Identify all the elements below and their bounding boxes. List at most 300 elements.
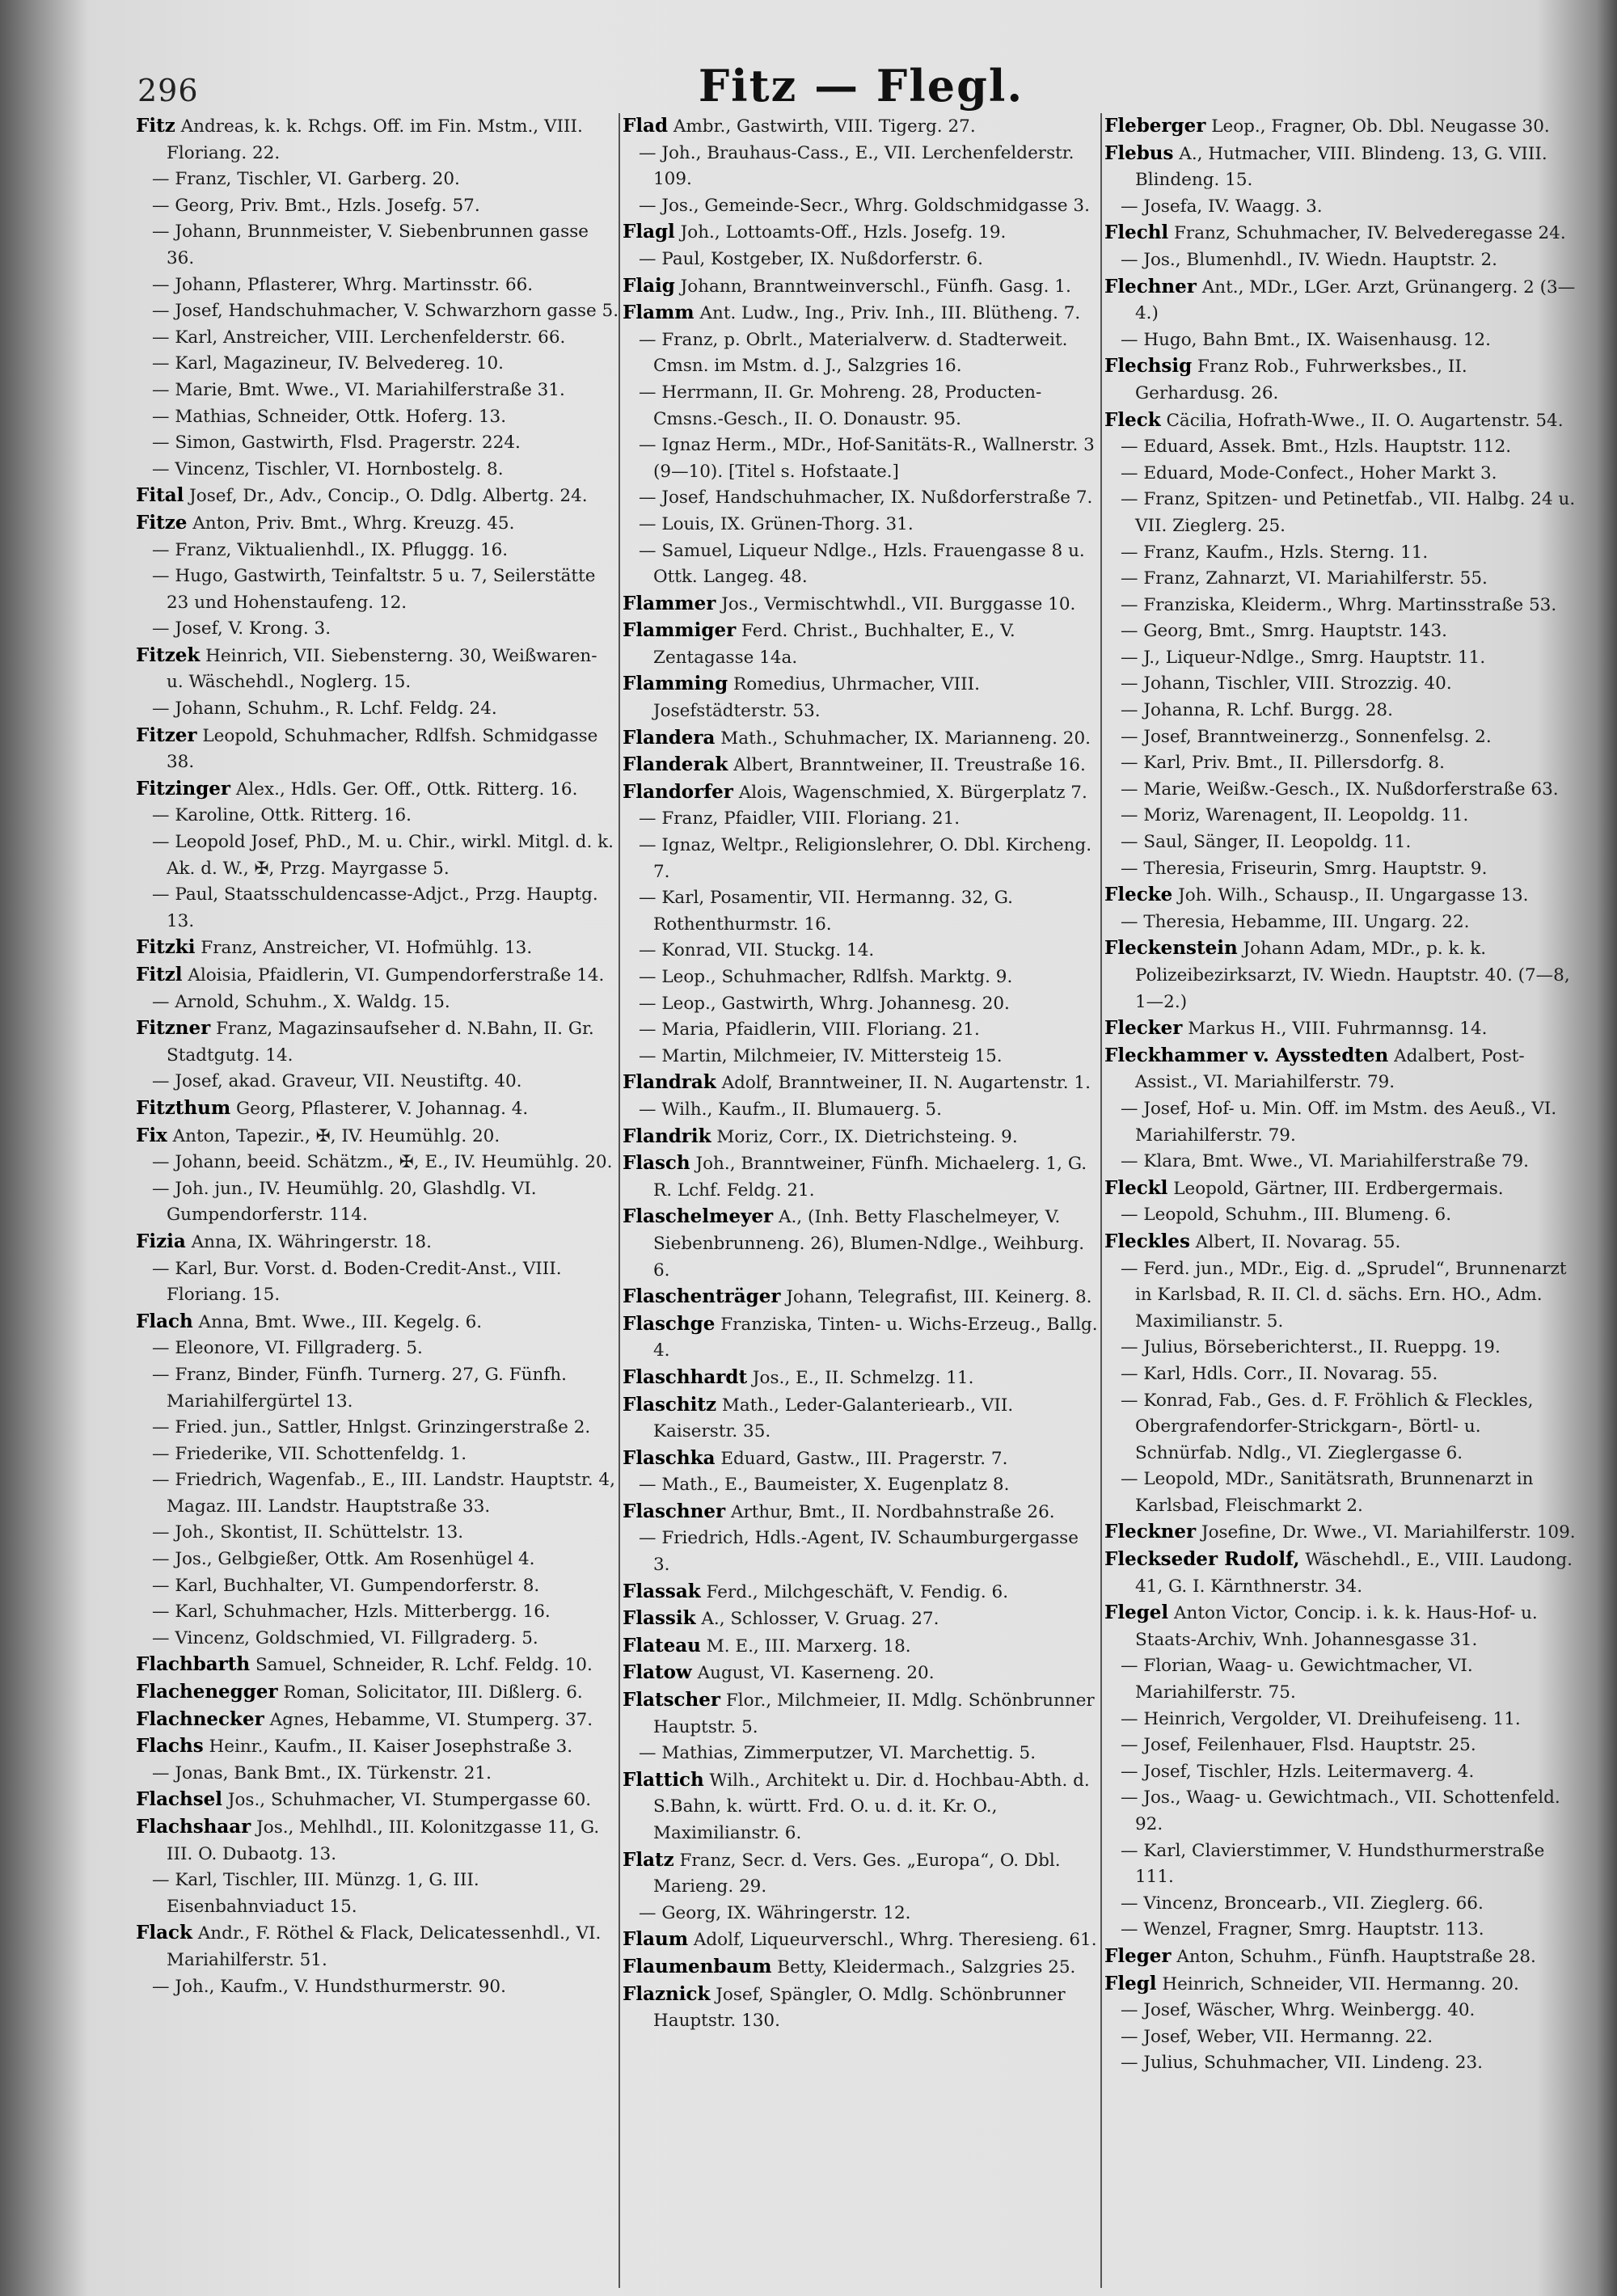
entry-details: — Johann, beeid. Schätzm., ✠, E., IV. Heumühlg. 20. (152, 1152, 613, 1173)
entry-details: Franz, Schuhmacher, IV. Belvederegasse 24. (1168, 223, 1566, 244)
directory-entry (1104, 1175, 1581, 1203)
entry-details: — Karl, Tischler, III. Münzg. 1, G. III. Eisenbahnviaduct 15. (152, 1870, 479, 1917)
entry-details: — Saul, Sänger, II. Leopoldg. 11. (1121, 832, 1412, 853)
entry-details: Betty, Kleidermach., Salzgries 25. (771, 1956, 1076, 1977)
directory-entry (136, 616, 619, 643)
entry-details: August, VI. Kaserneng. 20. (691, 1663, 935, 1684)
directory-entry (623, 512, 1100, 538)
entry-surname: Flasch (623, 1152, 690, 1175)
entry-details: — Friedrich, Wagenfab., E., III. Landstr. Hauptstr. 4, Magaz. III. Landstr. Hauptstraße 33. (152, 1470, 615, 1517)
entry-details: Arthur, Bmt., II. Nordbahnstraße 26. (725, 1501, 1055, 1522)
entry-details: — Franz, p. Obrlt., Materialverw. d. Stadterweit. Cmsn. im Mstm. d. J., Salzgries 16. (639, 329, 1068, 377)
entry-details: — Karoline, Ottk. Ritterg. 16. (152, 805, 412, 826)
entry-details: Anton, Tapezir., ✠, IV. Heumühlg. 20. (167, 1125, 500, 1146)
entry-details: — Martin, Milchmeier, IV. Mittersteig 15. (639, 1045, 1003, 1066)
entry-details: — Leop., Schuhmacher, Rdlfsh. Marktg. 9. (639, 967, 1013, 987)
directory-entry (1104, 1015, 1581, 1043)
entry-details: — Josef, Handschuhmacher, V. Schwarzhorn gasse 5. (152, 301, 619, 322)
directory-entry (623, 1633, 1100, 1661)
directory-entry (136, 1707, 619, 1734)
entry-details: — Josef, Hof- u. Min. Off. im Mstm. des Aeuß., VI. Mariahilferstr. 79. (1121, 1098, 1557, 1146)
directory-entry (1104, 1202, 1581, 1229)
entry-surname: Flaum (623, 1928, 689, 1951)
entry-details: — Joh. jun., IV. Heumühlg. 20, Glashdlg. VI. Gumpendorferstr. 114. (152, 1178, 537, 1226)
entry-details: Heinr., Kaufm., II. Kaiser Josephstraße 3. (203, 1737, 573, 1758)
directory-entry (1104, 113, 1581, 141)
directory-entry (136, 882, 619, 935)
entry-details: — Marie, Bmt. Wwe., VI. Mariahilferstraße 31. (152, 379, 565, 400)
entry-details: — Josef, Tischler, Hzls. Leitermaverg. 4. (1121, 1761, 1475, 1782)
entry-surname: Flandera (623, 726, 716, 749)
directory-entry (623, 538, 1100, 591)
page-number: 296 (137, 73, 199, 108)
entry-details: — Johann, Brunnmeister, V. Siebenbrunnen gasse 36. (152, 222, 589, 268)
entry-details: — Georg, Priv. Bmt., Hzls. Josefg. 57. (152, 195, 480, 216)
entry-details: Ant., MDr., LGer. Arzt, Grünangerg. 2 (3—4.) (1135, 276, 1576, 324)
entry-details: — Arnold, Schuhm., X. Waldg. 15. (152, 991, 450, 1012)
directory-entry (136, 483, 619, 510)
entry-surname: Flechsig (1104, 355, 1193, 378)
directory-entry (623, 1741, 1100, 1767)
column-divider (1100, 113, 1102, 2288)
directory-entry (1104, 618, 1581, 645)
entry-details: Romedius, Uhrmacher, VIII. Josefstädterstr. 53. (653, 674, 980, 722)
entry-details: — Jos., Gelbgießer, Ottk. Am Rosenhügel 4. (152, 1549, 535, 1570)
entry-surname: Flachsel (136, 1788, 223, 1811)
entry-details: Franz, Secr. d. Vers. Ges. „Europa“, O. Dbl. Marieng. 29. (653, 1850, 1061, 1897)
directory-entry (136, 1787, 619, 1814)
entry-details: — Franz, Zahnarzt, VI. Mariahilferstr. 55. (1121, 568, 1488, 589)
directory-entry (623, 193, 1100, 220)
entry-details: — Mathias, Schneider, Ottk. Hoferg. 13. (152, 406, 507, 427)
directory-entry (623, 380, 1100, 433)
directory-entry (623, 752, 1100, 779)
entry-details: — Theresia, Friseurin, Smrg. Hauptstr. 9. (1121, 858, 1488, 879)
directory-entry (136, 1150, 619, 1176)
directory-entry (136, 1415, 619, 1441)
entry-details: Anna, Bmt. Wwe., III. Kegelg. 6. (192, 1311, 483, 1332)
entry-details: — Friederike, VII. Schottenfeldg. 1. (152, 1443, 467, 1464)
directory-entry (1104, 1388, 1581, 1467)
directory-entry (1104, 1335, 1581, 1361)
directory-entry (136, 1362, 619, 1415)
directory-entry (623, 485, 1100, 512)
entry-surname: Fleger (1104, 1944, 1172, 1967)
directory-entry (1104, 1467, 1581, 1519)
directory-entry (136, 430, 619, 457)
directory-entry (136, 1652, 619, 1679)
directory-entry (136, 1256, 619, 1309)
directory-entry (136, 351, 619, 378)
directory-entry (1104, 935, 1581, 1015)
entry-surname: Flach (136, 1310, 193, 1332)
entry-details: Alex., Hdls. Ger. Off., Ottk. Ritterg. 16. (230, 779, 578, 800)
directory-entry (136, 219, 619, 272)
entry-details: Roman, Solicitator, III. Dißlerg. 6. (277, 1682, 583, 1703)
entry-details: A., Schlosser, V. Gruag. 27. (695, 1609, 939, 1630)
directory-entry (136, 962, 619, 990)
entry-details: — Ignaz Herm., MDr., Hof-Sanitäts-R., Wallnerstr. 3 (9—10). [Titel s. Hofstaate.] (639, 435, 1095, 482)
entry-surname: Flachenegger (136, 1681, 278, 1703)
entry-surname: Flaschitz (623, 1393, 717, 1416)
entry-surname: Fitzner (136, 1017, 211, 1040)
directory-entry (623, 1606, 1100, 1633)
directory-entry (1104, 1759, 1581, 1786)
entry-details: — Franz, Viktualienhdl., IX. Pfluggg. 16. (152, 539, 509, 560)
entry-details: Georg, Pflasterer, V. Johannag. 4. (230, 1098, 529, 1119)
entry-surname: Flassak (623, 1580, 701, 1602)
directory-entry (623, 1499, 1100, 1526)
entry-surname: Flaschenträger (623, 1285, 781, 1308)
directory-entry (1104, 1944, 1581, 1971)
entry-surname: Flatow (623, 1661, 692, 1684)
entry-details: — Karl, Anstreicher, VIII. Lerchenfelderstr. 66. (152, 327, 566, 348)
directory-entry (136, 1309, 619, 1336)
entry-details: — Julius, Börseberichterst., II. Rueppg. 19. (1121, 1337, 1501, 1358)
entry-details: — Leopold Josef, PhD., M. u. Chir., wirkl. Mitgl. d. k. Ak. d. W., ✠, Przg. Mayrgasse 5. (152, 832, 614, 879)
entry-details: Leopold, Schuhmacher, Rdlfsh. Schmidgasse 38. (167, 725, 598, 773)
entry-details: — Joh., Brauhaus-Cass., E., VII. Lerchenfelderstr. 109. (639, 142, 1074, 190)
directory-entry (1104, 856, 1581, 883)
entry-details: Adolf, Branntweiner, II. N. Augartenstr. 1. (716, 1073, 1091, 1094)
entry-details: — Eleonore, VI. Fillgraderg. 5. (152, 1338, 423, 1359)
directory-entry (1104, 1733, 1581, 1759)
entry-details: — Klara, Bmt. Wwe., VI. Mariahilferstraße 79. (1121, 1151, 1530, 1172)
directory-entry (136, 829, 619, 882)
entry-details: — Franz, Spitzen- und Petinetfab., VII. Halbg. 24 u. VII. Zieglerg. 25. (1121, 489, 1576, 536)
entry-details: Ferd., Milchgeschäft, V. Fendig. 6. (700, 1581, 1009, 1602)
directory-entry (623, 1901, 1100, 1927)
directory-entry (1104, 1971, 1581, 1998)
directory-entry (136, 1814, 619, 1868)
entry-details: — Maria, Pfaidlerin, VIII. Floriang. 21. (639, 1019, 980, 1040)
entry-details: — Josef, Branntweinerzg., Sonnenfelsg. 2. (1121, 726, 1492, 747)
directory-entry (623, 300, 1100, 327)
entry-details: — J., Liqueur-Ndlge., Smrg. Hauptstr. 11. (1121, 647, 1486, 668)
directory-entry (1104, 803, 1581, 829)
entry-details: Ambr., Gastwirth, VIII. Tigerg. 27. (668, 116, 976, 137)
entry-surname: Flachbarth (136, 1653, 251, 1676)
directory-entry (136, 1733, 619, 1761)
entry-details: — Leopold, MDr., Sanitätsrath, Brunnenarzt in Karlsbad, Fleischmarkt 2. (1121, 1469, 1534, 1516)
entry-details: — Marie, Weißw.-Gesch., IX. Nußdorferstraße 63. (1121, 779, 1559, 800)
directory-entry (1104, 2024, 1581, 2051)
entry-details: — Joh., Kaufm., V. Hundsthurmerstr. 90. (152, 1976, 506, 1997)
directory-entry (623, 725, 1100, 753)
entry-details: — Karl, Bur. Vorst. d. Boden-Credit-Anst., VIII. Floriang. 15. (152, 1258, 562, 1306)
directory-entry (1104, 1998, 1581, 2024)
entry-surname: Flaig (623, 274, 675, 297)
entry-details: Adalbert, Post-Assist., VI. Mariahilferstr. 79. (1135, 1045, 1525, 1093)
directory-entry (623, 247, 1100, 273)
entry-surname: Flachshaar (136, 1816, 251, 1838)
entry-details: — Mathias, Zimmerputzer, VI. Marchettig. 5. (639, 1743, 1036, 1764)
entry-details: Anna, IX. Währingerstr. 18. (185, 1231, 432, 1252)
entry-details: — Paul, Staatsschuldencasse-Adjct., Przg. Hauptg. 13. (152, 884, 598, 931)
entry-details: Anton Victor, Concip. i. k. k. Haus-Hof- u. Staats-Archiv, Wnh. Johannesgasse 31. (1135, 1603, 1538, 1650)
directory-entry (1104, 327, 1581, 354)
directory-entry (136, 696, 619, 723)
directory-entry (623, 433, 1100, 485)
directory-entry (623, 1204, 1100, 1284)
entry-details: — Friedrich, Hdls.-Agent, IV. Schaumburgergasse 3. (639, 1528, 1079, 1576)
entry-details: Johann, Telegrafist, III. Keinerg. 8. (780, 1287, 1092, 1308)
directory-entry (136, 803, 619, 829)
entry-details: — Georg, Bmt., Smrg. Hauptstr. 143. (1121, 621, 1447, 642)
entry-details: — Julius, Schuhmacher, VII. Lindeng. 23. (1121, 2053, 1483, 2074)
directory-entry (623, 1284, 1100, 1311)
entry-details: — Franz, Kaufm., Hzls. Sterng. 11. (1121, 542, 1429, 563)
entry-details: — Moriz, Warenagent, II. Leopoldg. 11. (1121, 805, 1469, 826)
directory-entry (623, 1070, 1100, 1097)
directory-entry (1104, 407, 1581, 435)
entry-details: — Karl, Priv. Bmt., II. Pillersdorfg. 8. (1121, 753, 1445, 774)
entry-details: — Josef, Handschuhmacher, IX. Nußdorferstraße 7. (639, 487, 1093, 509)
entry-details: — Franz, Binder, Fünfh. Turnerg. 27, G. Fünfh. Mariahilfergürtel 13. (152, 1364, 567, 1412)
entry-details: Joh. Wilh., Schausp., II. Ungargasse 13. (1172, 885, 1529, 906)
directory-entry (136, 510, 619, 538)
entry-surname: Fleckl (1104, 1176, 1168, 1199)
directory-entry (1104, 1043, 1581, 1096)
directory-entry (1104, 1547, 1581, 1600)
entry-details: Adolf, Liqueurverschl., Whrg. Theresieng. 61. (688, 1930, 1097, 1951)
directory-entry (1104, 1917, 1581, 1944)
directory-entry (623, 113, 1100, 141)
entry-details: — Hugo, Gastwirth, Teinfaltstr. 5 u. 7, Seilerstätte 23 und Hohenstaufeng. 12. (152, 566, 596, 613)
entry-details: Wäschehdl., E., VIII. Laudong. 41, G. I. Kärnthnerstr. 34. (1135, 1550, 1573, 1597)
directory-entry (1104, 141, 1581, 194)
entry-details: Josefine, Dr. Wwe., VI. Mariahilferstr. 109. (1196, 1522, 1576, 1543)
entry-surname: Flattich (623, 1768, 704, 1791)
directory-entry (1104, 910, 1581, 936)
directory-entry (136, 1095, 619, 1123)
entry-surname: Flaschner (623, 1500, 726, 1522)
entry-details: — Ferd. jun., MDr., Eig. d. „Sprudel“, Brunnenarzt in Karlsbad, R. II. Cl. d. sächs. Ern. HO., Adm. Maximilianstr. 5. (1121, 1258, 1567, 1332)
directory-entry (1104, 829, 1581, 856)
entry-details: Johann Adam, MDr., p. k. k. Polizeibezirksarzt, IV. Wiedn. Hauptstr. 40. (7—8, 1—2.) (1135, 939, 1570, 1012)
entry-details: Samuel, Schneider, R. Lchf. Feldg. 10. (250, 1655, 593, 1676)
directory-entry (136, 1441, 619, 1468)
entry-details: — Florian, Waag- u. Gewichtmacher, VI. Mariahilferstr. 75. (1121, 1656, 1473, 1703)
entry-surname: Flechner (1104, 275, 1197, 298)
entry-details: Albert, Branntweiner, II. Treustraße 16. (728, 755, 1086, 776)
directory-entry (136, 1176, 619, 1229)
entry-surname: Flandorfer (623, 780, 733, 803)
entry-surname: Fitzer (136, 724, 197, 746)
entry-surname: Flammer (623, 592, 716, 614)
directory-entry (1104, 2050, 1581, 2077)
entry-surname: Fitzl (136, 964, 183, 986)
entry-details: — Karl, Magazineur, IV. Belvedereg. 10. (152, 353, 504, 374)
directory-entry (136, 1920, 619, 1973)
entry-details: Joh., Branntweiner, Fünfh. Michaelerg. 1, G. R. Lchf. Feldg. 21. (653, 1154, 1087, 1201)
entry-details: — Georg, IX. Währingerstr. 12. (639, 1902, 911, 1923)
directory-entry (623, 1472, 1100, 1499)
directory-entry (136, 990, 619, 1016)
directory-entry (623, 1044, 1100, 1070)
entry-details: M. E., III. Marxerg. 18. (700, 1635, 911, 1657)
directory-entry (1104, 750, 1581, 777)
entry-surname: Flammiger (623, 619, 737, 642)
entry-details: — Karl, Buchhalter, VI. Gumpendorferstr. 8. (152, 1575, 540, 1596)
directory-entry (623, 806, 1100, 833)
entry-details: Johann, Branntweinverschl., Fünfh. Gasg. 1. (674, 276, 1071, 297)
directory-entry (136, 1069, 619, 1095)
directory-entry (1104, 645, 1581, 672)
page-title: Fitz — Flegl. (698, 60, 1024, 112)
directory-entry (623, 1392, 1100, 1446)
entry-surname: Flaznick (623, 1982, 711, 2005)
entry-surname: Fix (136, 1124, 167, 1146)
directory-entry (136, 1229, 619, 1256)
entry-details: Joh., Lottoamts-Off., Hzls. Josefg. 19. (674, 222, 1007, 243)
entry-surname: Flachnecker (136, 1707, 264, 1730)
column-left (136, 113, 619, 2000)
directory-entry (136, 723, 619, 776)
directory-entry (1104, 1229, 1581, 1256)
directory-entry (623, 964, 1100, 991)
entry-surname: Flaschelmeyer (623, 1205, 774, 1228)
entry-surname: Flaschka (623, 1446, 716, 1469)
directory-entry (136, 167, 619, 193)
directory-entry (1104, 353, 1581, 407)
entry-details: — Leop., Gastwirth, Whrg. Johannesg. 20. (639, 993, 1010, 1014)
directory-entry (136, 1679, 619, 1707)
entry-details: — Hugo, Bahn Bmt., IX. Waisenhausg. 12. (1121, 329, 1491, 350)
directory-entry (623, 1150, 1100, 1204)
entry-details: Andr., F. Röthel & Flack, Delicatessenhdl., VI. Mariahilferstr. 51. (167, 1923, 602, 1970)
entry-details: Aloisia, Pfaidlerin, VI. Gumpendorferstraße 14. (182, 965, 605, 986)
entry-details: — Leopold, Schuhm., III. Blumeng. 6. (1121, 1205, 1452, 1226)
entry-surname: Flebus (1104, 141, 1174, 164)
entry-details: Anton, Priv. Bmt., Whrg. Kreuzg. 45. (187, 513, 515, 534)
entry-details: — Fried. jun., Sattler, Hnlgst. Grinzingerstraße 2. (152, 1417, 591, 1438)
entry-details: Wilh., Architekt u. Dir. d. Hochbau-Abth. d. S.Bahn, k. württ. Frd. O. u. d. it. Kr. O., Maximilianstr. 6. (653, 1770, 1090, 1843)
directory-entry (136, 776, 619, 804)
directory-entry (623, 273, 1100, 301)
directory-entry (623, 1365, 1100, 1392)
directory-entry (1104, 724, 1581, 751)
entry-details: — Josef, akad. Graveur, VII. Neustiftg. 40. (152, 1071, 522, 1092)
entry-surname: Fleck (1104, 408, 1161, 431)
entry-details: Jos., Mehlhdl., III. Kolonitzgasse 11, G. III. O. Dubaotg. 13. (167, 1817, 600, 1864)
entry-details: — Karl, Clavierstimmer, V. Hundsthurmerstraße 111. (1121, 1840, 1545, 1888)
directory-entry (623, 1311, 1100, 1365)
directory-entry (1104, 1707, 1581, 1733)
directory-entry (136, 1573, 619, 1600)
entry-details: — Jos., Waag- u. Gewichtmach., VII. Schottenfeld. 92. (1121, 1787, 1560, 1834)
entry-details: Heinrich, Schneider, VII. Hermanng. 20. (1156, 1973, 1519, 1994)
entry-details: Albert, II. Novarag. 55. (1189, 1231, 1401, 1252)
entry-surname: Flamming (623, 673, 728, 695)
entry-details: — Josef, Wäscher, Whrg. Weinbergg. 40. (1121, 2000, 1476, 2021)
column-right (1104, 113, 1581, 2077)
directory-entry (623, 833, 1100, 885)
entry-details: — Franz, Pfaidler, VIII. Floriang. 21. (639, 808, 960, 829)
directory-entry (623, 1927, 1100, 1954)
entry-details: — Jos., Gemeinde-Secr., Whrg. Goldschmidgasse 3. (639, 195, 1090, 216)
directory-entry (623, 219, 1100, 247)
directory-entry (1104, 1519, 1581, 1547)
entry-details: — Theresia, Hebamme, III. Ungarg. 22. (1121, 911, 1470, 932)
entry-details: — Wenzel, Fragner, Smrg. Hauptstr. 113. (1121, 1919, 1484, 1940)
entry-surname: Flassik (623, 1607, 696, 1630)
entry-details: — Karl, Posamentir, VII. Hermanng. 32, G. Rothenthurmstr. 16. (639, 888, 1014, 935)
entry-surname: Flaumenbaum (623, 1955, 772, 1977)
entry-surname: Flechl (1104, 222, 1169, 244)
entry-details: Ferd. Christ., Buchhalter, E., V. Zentagasse 14a. (653, 621, 1015, 668)
entry-surname: Fleckles (1104, 1230, 1190, 1252)
entry-surname: Flecke (1104, 884, 1173, 906)
directory-entry (136, 193, 619, 220)
directory-entry (623, 1446, 1100, 1473)
entry-details: — Vincenz, Broncearb., VII. Zieglerg. 66. (1121, 1893, 1484, 1914)
entry-details: Jos., E., II. Schmelzg. 11. (747, 1367, 974, 1388)
directory-entry (136, 272, 619, 299)
entry-details: — Jonas, Bank Bmt., IX. Türkenstr. 21. (152, 1762, 492, 1783)
entry-details: — Josefa, IV. Waagg. 3. (1121, 196, 1323, 217)
entry-surname: Fitz (136, 115, 175, 137)
directory-entry (136, 1547, 619, 1573)
entry-surname: Fleckhammer v. Aysstedten (1104, 1044, 1389, 1066)
entry-surname: Flaschhardt (623, 1365, 748, 1388)
directory-entry (1104, 566, 1581, 593)
entry-details: Ant. Ludw., Ing., Priv. Inh., III. Blütheng. 7. (694, 303, 1081, 324)
entry-details: — Franz, Tischler, VI. Garberg. 20. (152, 169, 460, 190)
directory-entry (136, 325, 619, 352)
entry-details: Math., Schuhmacher, IX. Marianneng. 20. (715, 728, 1091, 749)
directory-entry (623, 1687, 1100, 1741)
directory-entry (136, 404, 619, 431)
directory-entry (136, 298, 619, 325)
entry-details: Josef, Spängler, O. Mdlg. Schönbrunner Hauptstr. 130. (653, 1984, 1066, 2032)
entry-details: — Konrad, Fab., Ges. d. F. Fröhlich & Fleckles, Obergrafendorfer-Strickgarn-, Börtl- u. Schnürfab. Ndlg., VI. Zieglergasse 6. (1121, 1390, 1534, 1463)
directory-entry (136, 1761, 619, 1787)
directory-entry (623, 671, 1100, 724)
entry-details: Alois, Wagenschmied, X. Bürgerplatz 7. (733, 782, 1087, 803)
directory-entry (623, 1660, 1100, 1687)
directory-entry (623, 885, 1100, 938)
entry-surname: Fitzek (136, 644, 201, 666)
entry-details: A., Hutmacher, VIII. Blindeng. 13, G. VIII. Blindeng. 15. (1135, 143, 1547, 191)
entry-surname: Flecker (1104, 1017, 1183, 1040)
entry-surname: Fitzki (136, 936, 196, 959)
entry-details: Jos., Schuhmacher, VI. Stumpergasse 60. (222, 1790, 592, 1811)
directory-entry (136, 563, 619, 616)
entry-details: — Eduard, Assek. Bmt., Hzls. Hauptstr. 112. (1121, 437, 1512, 458)
entry-surname: Flateau (623, 1634, 701, 1657)
entry-details: — Math., E., Baumeister, X. Eugenplatz 8. (639, 1475, 1010, 1496)
directory-entry (1104, 1785, 1581, 1838)
entry-surname: Fitzinger (136, 777, 231, 800)
entry-details: — Karl, Schuhmacher, Hzls. Mitterbergg. 16. (152, 1602, 551, 1623)
entry-surname: Flad (623, 115, 669, 137)
directory-entry (136, 1974, 619, 2001)
directory-entry (623, 1017, 1100, 1044)
entry-surname: Fital (136, 484, 184, 507)
directory-entry (623, 1847, 1100, 1901)
directory-entry (623, 1124, 1100, 1151)
directory-entry (1104, 487, 1581, 539)
directory-entry (136, 1467, 619, 1520)
entry-details: Franz Rob., Fuhrwerksbes., II. Gerhardusg. 26. (1135, 357, 1467, 403)
entry-details: Math., Leder-Galanteriearb., VII. Kaiserstr. 35. (653, 1395, 1014, 1442)
entry-details: — Josef, Weber, VII. Hermanng. 22. (1121, 2026, 1433, 2047)
directory-entry (623, 327, 1100, 380)
directory-entry (1104, 1891, 1581, 1918)
directory-entry (1104, 1838, 1581, 1891)
entry-surname: Flack (136, 1922, 192, 1944)
